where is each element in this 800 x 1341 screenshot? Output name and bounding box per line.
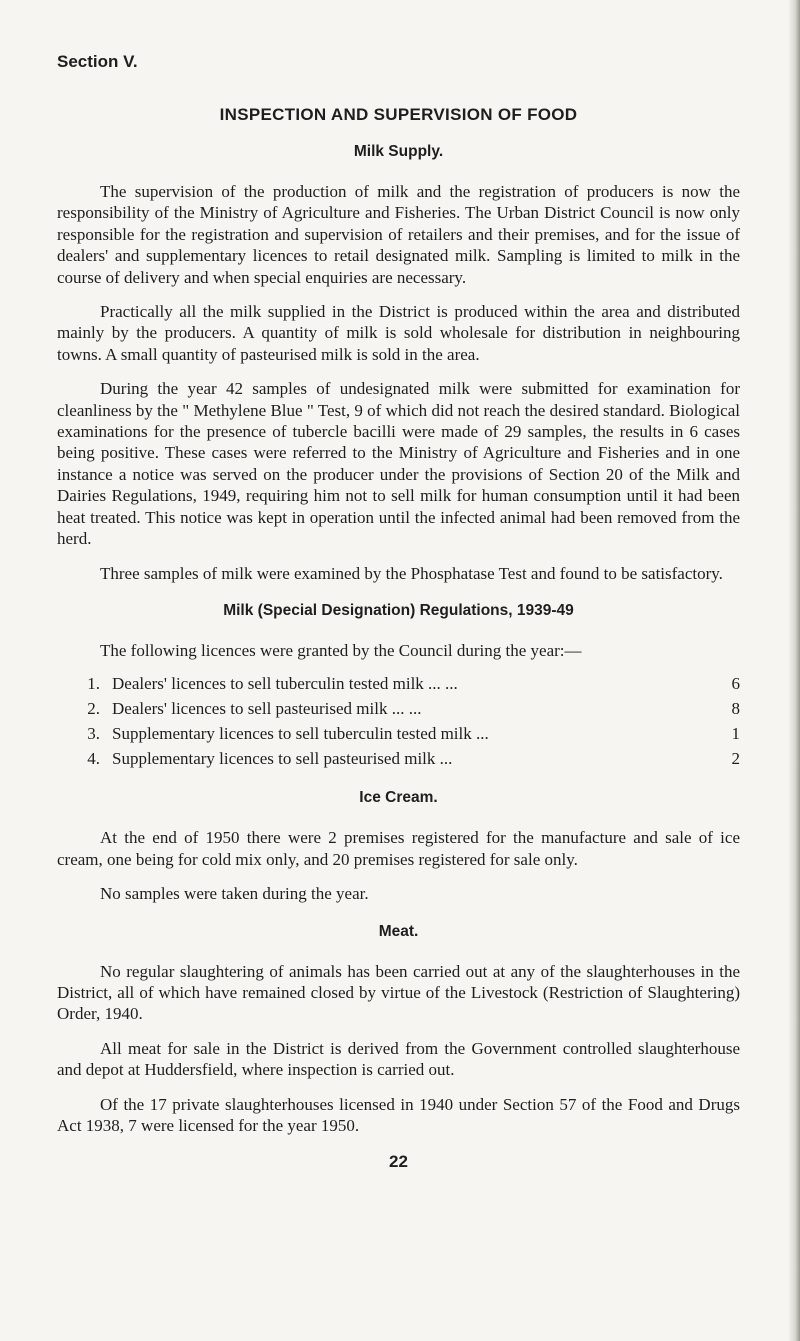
item-text: Dealers' licences to sell pasteurised milk ... ... — [112, 699, 422, 719]
document-page — [57, 52, 740, 1172]
page-edge-shadow — [788, 0, 800, 1341]
licence-list — [57, 671, 740, 771]
list-item — [57, 696, 740, 721]
item-text: Supplementary licences to sell pasteurised milk ... — [112, 749, 453, 769]
item-number: 2. — [87, 699, 100, 719]
paragraph: Of the 17 private slaughterhouses licensed in 1940 under Section 57 of the Food and Drugs Act 1938, 7 were licensed for the year 1950. — [57, 1094, 740, 1135]
paragraph: The following licences were granted by the Council during the year:— — [100, 640, 582, 660]
paragraph: No regular slaughtering of animals has been carried out at any of the slaughterhouses in the District, all of which have remained closed by virtue of the Livestock (Restriction of Slaughtering) Order, 1940. — [57, 961, 740, 1024]
item-count: 1 — [731, 724, 740, 744]
item-count: 2 — [731, 749, 740, 769]
list-item — [57, 746, 740, 771]
heading-milk-supply: Milk Supply. — [353, 143, 444, 160]
paragraph: The supervision of the production of milk and the registration of producers is now the responsibility of the Ministry of Agriculture and Fisheries. The Urban District Council is now only responsible for the registration and supervision of retailers and their premises, and for the issue of dealers' and supplementary licences to retail designated milk. Sampling is limited to milk in the course of delivery and when special enquiries are necessary. — [57, 182, 740, 287]
item-number: 3. — [87, 724, 100, 744]
item-number: 4. — [87, 749, 100, 769]
item-text: Supplementary licences to sell tuberculin tested milk ... — [112, 724, 489, 744]
section-label: Section V. — [57, 52, 138, 71]
paragraph: All meat for sale in the District is derived from the Government controlled slaughterhouse and depot at Huddersfield, where inspection is carried out. — [57, 1038, 740, 1080]
paragraph: No samples were taken during the year. — [100, 884, 369, 904]
page-title: INSPECTION AND SUPERVISION OF FOOD — [219, 105, 578, 124]
list-item — [57, 721, 740, 746]
item-text: Dealers' licences to sell tuberculin tested milk ... ... — [112, 674, 458, 694]
list-item — [57, 671, 740, 696]
item-count: 6 — [731, 674, 740, 694]
heading-special-designation: Milk (Special Designation) Regulations, 1939-49 — [223, 601, 574, 619]
item-count: 8 — [731, 699, 740, 719]
heading-ice-cream: Ice Cream. — [359, 789, 438, 807]
paragraph: At the end of 1950 there were 2 premises registered for the manufacture and sale of ice cream, one being for cold mix only, and 20 premises registered for sale only. — [57, 828, 740, 869]
paragraph: Practically all the milk supplied in the District is produced within the area and distributed mainly by the producers. A quantity of milk is sold wholesale for distribution in neighbouring towns. A small quantity of pasteurised milk is sold in the area. — [57, 302, 740, 364]
page-number: 22 — [389, 1152, 408, 1172]
item-number: 1. — [87, 674, 100, 694]
heading-meat: Meat. — [378, 922, 419, 940]
paragraph: Three samples of milk were examined by the Phosphatase Test and found to be satisfactory. — [100, 563, 723, 583]
paragraph: During the year 42 samples of undesignated milk were submitted for examination for cleanliness by the " Methylene Blue " Test, 9 of which did not reach the desired standard. Biological examinations for the presence of tubercle bacilli were made of 29 samples, the results in 6 cases being positive. These cases were referred to the Ministry of Agriculture and Fisheries and in one instance a notice was served on the producer under the provisions of Section 20 of the Milk and Dairies Regulations, 1949, requiring him not to sell milk for human consumption until it had been heat treated. This notice was kept in operation until the infected animal had been removed from the herd. — [57, 379, 740, 549]
